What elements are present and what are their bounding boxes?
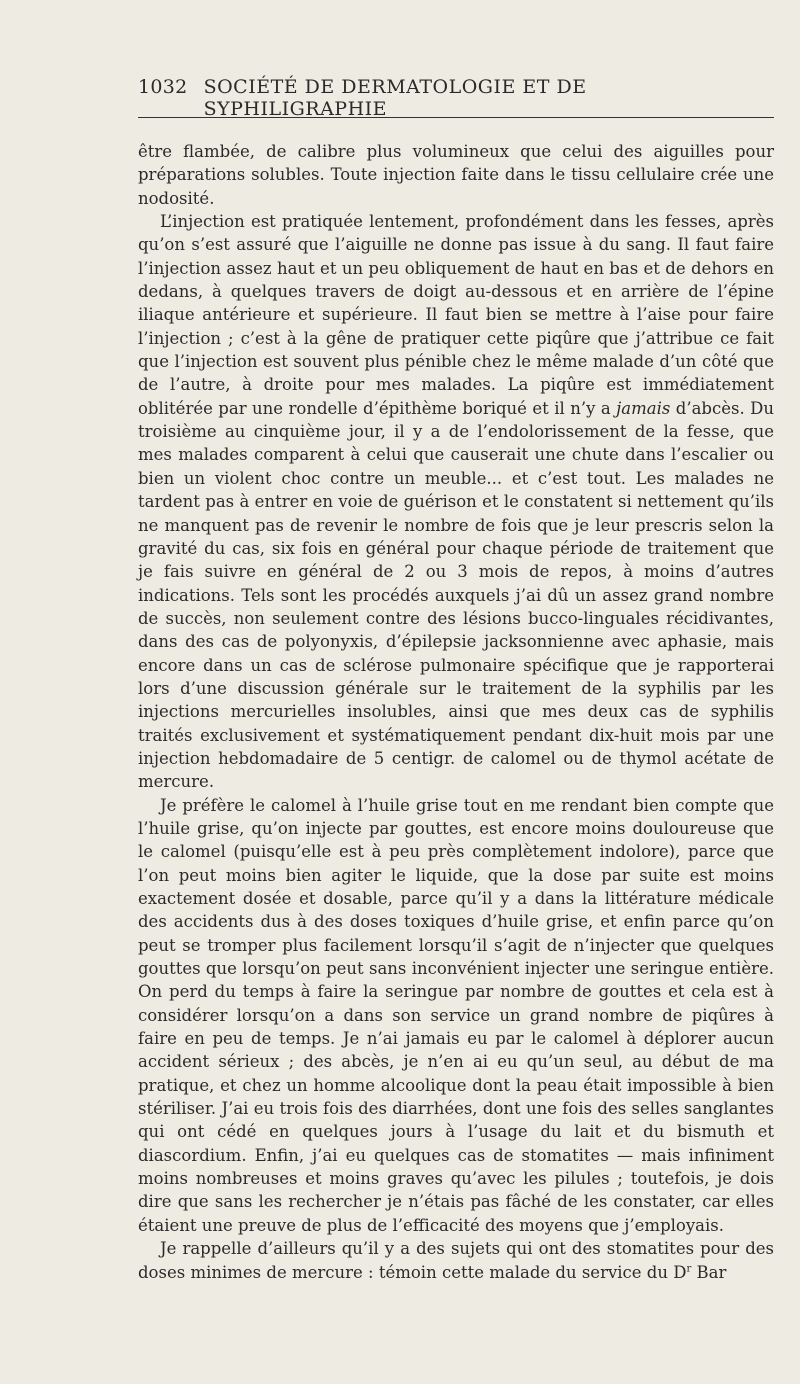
paragraph-3: Je préfère le calomel à l’huile grise tout en me rendant bien compte que l’huile grise, qu’on injecte par gouttes, est encore moins douloureuse que le calomel (puisqu’elle est à peu près complètement indolore), parce que l’on peut moins bien agiter le liquide, que la dose par suite est moins exactement dosée et dosable, parce qu’il y a dans la littérature médicale des accidents dus à des doses toxiques d’huile grise, et enfin parce qu’on peut se tromper plus facilement lorsqu’il s’agit de n’injecter que quelques gouttes que lorsqu’on peut sans inconvénient injecter une seringue entière. On perd du temps à faire la seringue par nombre de gouttes et cela est à considérer lorsqu’on a dans son service un grand nombre de piqûres à faire en peu de temps. Je n’ai jamais eu par le calomel à déplorer aucun accident sérieux ; des abcès, je n’en ai eu qu’un seul, au début de ma pratique, et chez un homme alcoolique dont la peau était impossible à bien stériliser. J’ai eu trois fois des diarrhées, dont une fois des selles sanglantes qui ont cédé en quelques jours à l’usage du lait et du bismuth et diascordium. Enfin, j’ai eu quelques cas de stomatites — mais infiniment moins nombreuses et moins graves qu’avec les pilules ; toutefois, je dois dire que sans les rechercher je n’étais pas fâché de les constater, car elles étaient une preuve de plus de l’efficacité des moyens que j’employais. — [138, 795, 774, 1235]
body-text — [138, 140, 774, 1284]
header-rule — [138, 117, 774, 118]
page-header — [138, 76, 774, 120]
paragraph-4 — [138, 1237, 774, 1284]
emphasis-jamais: jamais — [616, 398, 671, 418]
paragraph-2-text-b: d’abcès. Du troisième au cinquième jour, il y a de l’endolorissement de la fesse, que mes malades comparent à celui que causerait une chute dans l’escalier ou bien un violent choc contre un meuble... et c’est tout. Les malades ne tardent pas à entrer en voie de guérison et le constatent si nettement qu’ils ne manquent pas de revenir le nombre de fois que je leur prescris selon la gravité du cas, six fois en général pour chaque période de traitement que je fais suivre en général de 2 ou 3 mois de repos, à moins d’autres indications. Tels sont les procédés auxquels j’ai dû un assez grand nombre de succès, non seulement contre des lésions bucco-linguales récidivantes, dans des cas de polyonyxis, d’épilepsie jacksonnienne avec aphasie, mais encore dans un cas de sclérose pulmonaire spécifique que je rapporterai lors d’une discussion générale sur le traitement de la syphilis par les injections mercurielles insolubles, ainsi que mes deux cas de syphilis traités exclusivement et systématiquement pendant dix-huit mois par une injection hebdomadaire de 5 centigr. de calomel ou de thymol acétate de mercure. — [138, 398, 774, 792]
superscript-r: r — [686, 1263, 692, 1274]
running-title: SOCIÉTÉ DE DERMATOLOGIE ET DE SYPHILIGRAPHIE — [203, 76, 587, 120]
paragraph-1: être flambée, de calibre plus volumineux que celui des aiguilles pour préparations solubles. Toute injection faite dans le tissu cellulaire crée une nodosité. — [138, 142, 774, 208]
paragraph-4-text-a: Je rappelle d’ailleurs qu’il y a des sujets qui ont des stomatites pour des doses minimes de mercure : témoin cette malade du service du D — [138, 1239, 774, 1282]
paragraph-2-text-a: L’injection est pratiquée lentement, profondément dans les fesses, après qu’on s’est assuré que l’aiguille ne donne pas issue à du sang. Il faut faire l’injection assez haut et un peu obliquement de haut en bas et de dehors en dedans, à quelques travers de doigt au-dessous et en arrière de l’épine iliaque antérieure et supérieure. Il faut bien se mettre à l’aise pour faire l’injection ; c’est à la gêne de pratiquer cette piqûre que j’attribue ce fait que l’injection est souvent plus pénible chez le même malade d’un côté que de l’autre, à droite pour mes malades. La piqûre est immédiatement oblitérée par une rondelle d’épithème boriqué et il n’y a — [138, 212, 774, 418]
paragraph-4-text-b: Bar — [691, 1262, 727, 1282]
paragraph-2 — [138, 210, 774, 794]
page-number: 1032 — [138, 76, 188, 98]
